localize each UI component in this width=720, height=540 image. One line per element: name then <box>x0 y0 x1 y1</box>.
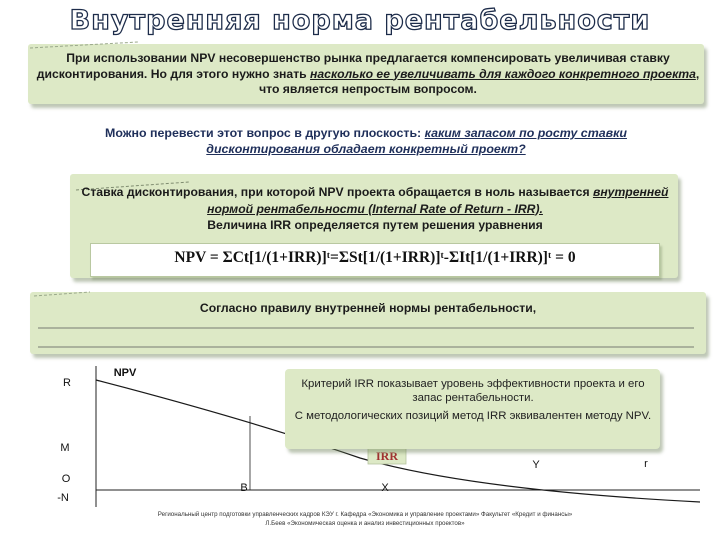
label-x: X <box>381 482 389 494</box>
footer-line1: Региональный центр подготовки управленческих кадров КЭУ г. Кафедра «Экономика и управление проектами» Факультет «Кредит и финансы» <box>157 511 573 518</box>
criterion-text <box>290 377 656 423</box>
label-minus-n: -N <box>57 492 69 504</box>
label-b: B <box>240 482 248 494</box>
intro-lead: При использовании NPV несовершенство рынка предлагается компенсировать увеличивая ставку дисконтирования. Но для этого нужно знать <box>36 51 670 81</box>
definition-paragraph <box>74 184 676 234</box>
label-m: M <box>60 442 70 454</box>
rule-heading: Согласно правилу внутренней нормы рентабельности, <box>199 301 537 315</box>
irr-equation: NPV = ΣCt[1/(1+IRR)]ᵗ=ΣSt[1/(1+IRR)]ᵗ-ΣIt[1/(1+IRR)]ᵗ = 0 <box>174 249 576 266</box>
intro-emphasis: насколько ее увеличивать для каждого конкретного проекта <box>310 66 696 81</box>
question-paragraph <box>60 126 672 157</box>
page-title <box>0 2 720 36</box>
label-o: O <box>61 473 71 485</box>
irr-label: IRR <box>375 449 399 463</box>
criterion-line2: С методологических позиций метод IRR эквивалентен методу NPV. <box>294 410 652 422</box>
label-y: Y <box>532 459 540 471</box>
question-emphasis: каким запасом по росту ставки дисконтирования обладает конкретный проект? <box>206 126 627 156</box>
label-r: r <box>644 458 648 470</box>
definition-line2: Величина IRR определяется путем решения уравнения <box>207 218 543 232</box>
footer-line2: Л.Беев «Экономическая оценка и анализ инвестиционных проектов» <box>265 519 465 527</box>
npv-axis-label: NPV <box>113 367 137 379</box>
rule-lines <box>30 290 720 356</box>
criterion-line1: Критерий IRR показывает уровень эффективности проекта и его запас рентабельности. <box>301 378 645 404</box>
footer <box>60 511 670 528</box>
definition-emphasis: внутренней нормой рентабельности (Internal Rate of Return - IRR). <box>207 185 669 216</box>
label-r-left: R <box>63 377 71 389</box>
title-text: Внутренняя норма рентабельности <box>69 5 651 36</box>
intro-paragraph <box>36 51 700 98</box>
intro-tail: , что является непростым вопросом. <box>259 66 700 96</box>
definition-lead: Ставка дисконтирования, при которой NPV проекта обращается в ноль называется <box>81 185 593 199</box>
question-lead: Можно перевести этот вопрос в другую плоскость: <box>105 126 425 140</box>
